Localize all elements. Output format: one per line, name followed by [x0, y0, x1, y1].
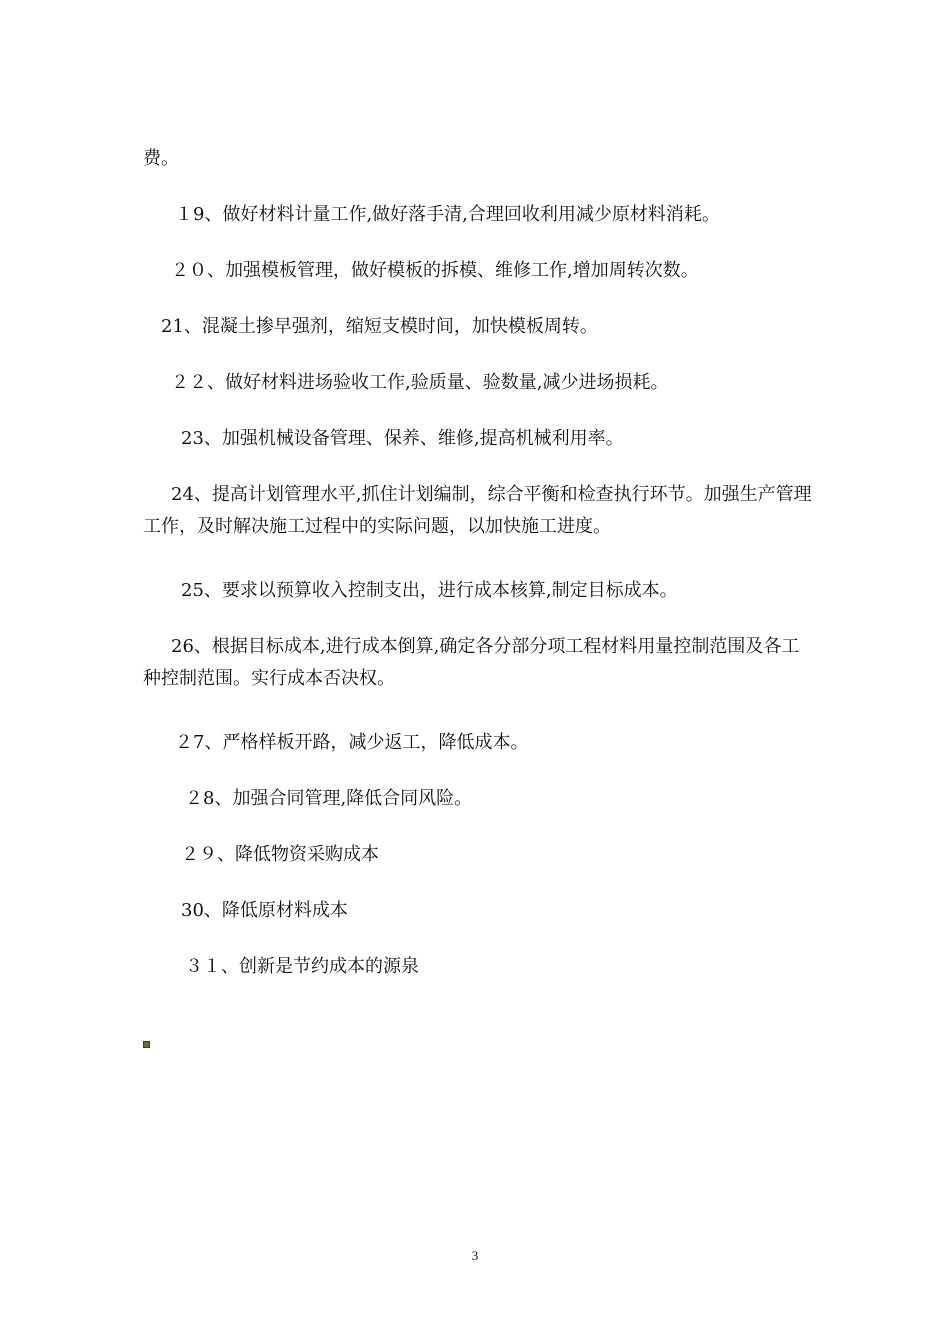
paragraph-item-27: ２7、严格样板开路，减少返工，降低成本。	[175, 732, 529, 753]
paragraph-item-19: １9、做好材料计量工作,做好落手清,合理回收利用减少原材料消耗。	[175, 204, 720, 225]
paragraph-continuation: 费。	[143, 148, 179, 169]
page-number: 3	[471, 1248, 479, 1263]
paragraph-item-26: 26、根据目标成本,进行成本倒算,确定各分部分项工程材料用量控制范围及各工种控制范围。实行成本否决权。	[143, 636, 800, 689]
paragraph-item-25: 25、要求以预算收入控制支出，进行成本核算,制定目标成本。	[181, 580, 678, 601]
paragraph-item-22: ２２、做好材料进场验收工作,验质量、验数量,减少进场损耗。	[171, 372, 669, 393]
paragraph-item-29: ２９、降低物资采购成本	[181, 844, 379, 865]
paragraph-item-30: 30、降低原材料成本	[181, 900, 348, 921]
paragraph-item-24: 24、提高计划管理水平,抓住计划编制，综合平衡和检查执行环节。加强生产管理工作，及时解决施工过程中的实际问题，以加快施工进度。	[143, 484, 812, 537]
paragraph-item-31: ３１、创新是节约成本的源泉	[185, 956, 419, 977]
paragraph-item-23: 23、加强机械设备管理、保养、维修,提高机械利用率。	[181, 428, 624, 449]
paragraph-item-21: 21、混凝土掺早强剂，缩短支模时间，加快模板周转。	[161, 316, 598, 337]
embedded-object-marker-icon	[143, 1041, 150, 1048]
paragraph-item-28: ２8、加强合同管理,降低合同风险。	[185, 788, 473, 809]
paragraph-item-20: ２０、加强模板管理，做好模板的拆模、维修工作,增加周转次数。	[171, 260, 699, 281]
